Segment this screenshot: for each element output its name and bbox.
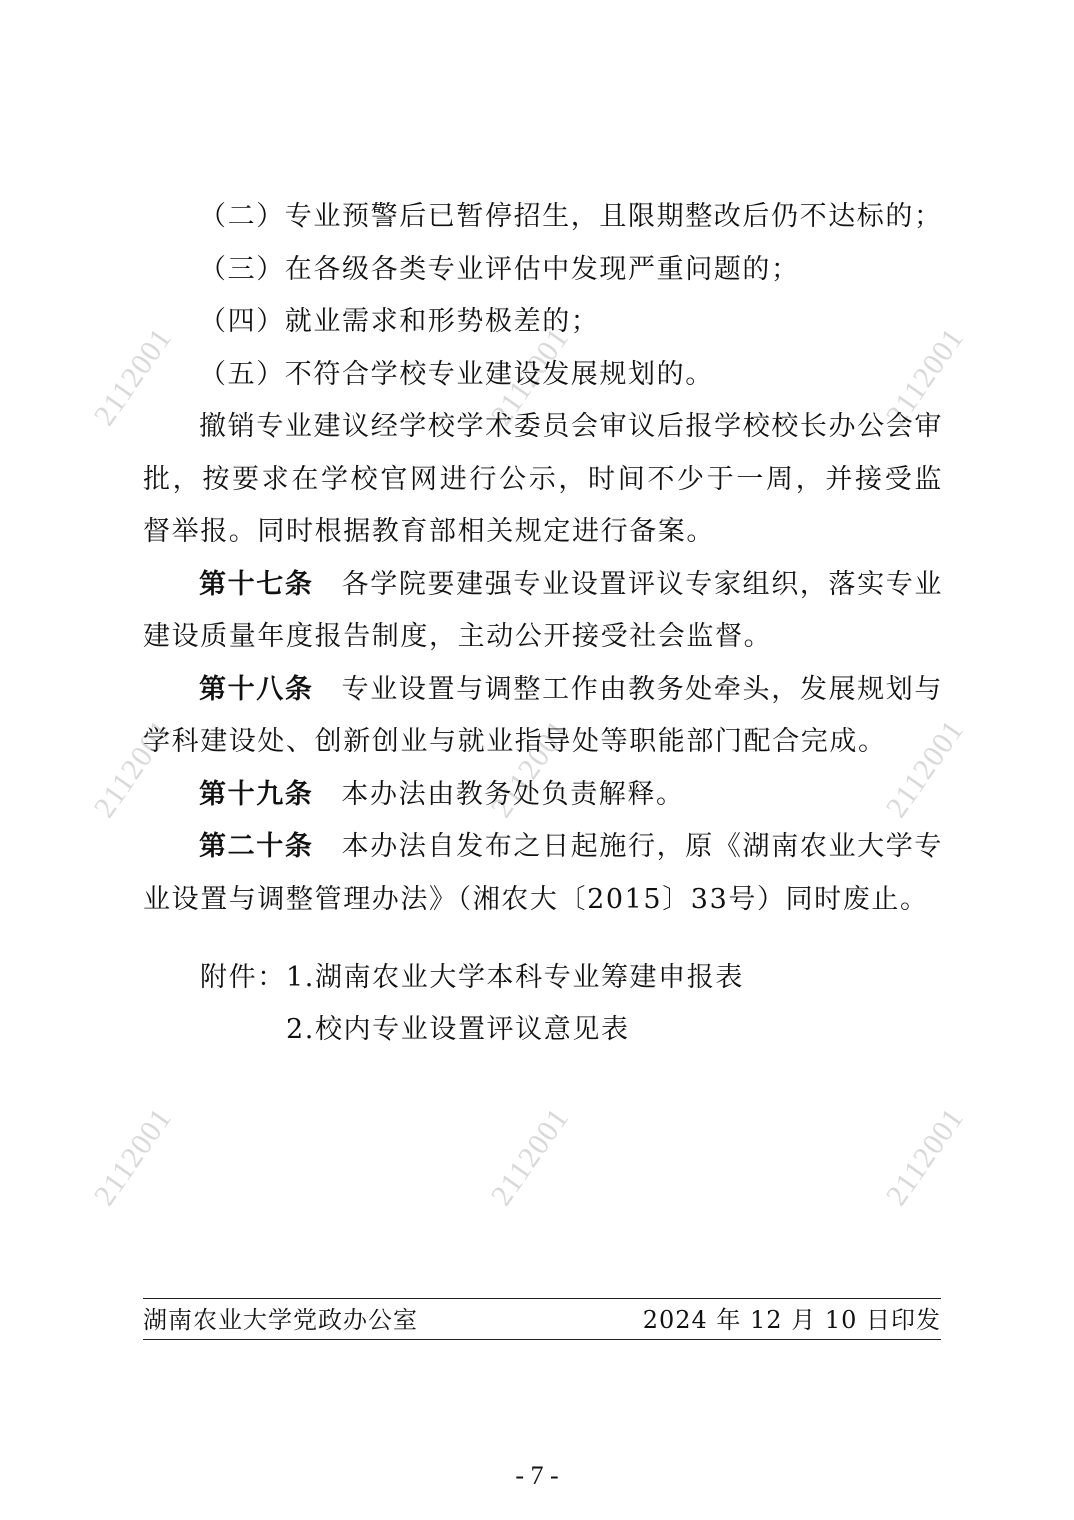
list-item: （四）就业需求和形势极差的；: [199, 306, 600, 337]
article-18: [143, 664, 943, 769]
list-item: （二）专业预警后已暂停招生，且限期整改后仍不达标的；: [199, 201, 943, 232]
article-text: 本办法自发布之日起施行，原《湖南农业大学专业设置与调整管理办法》（湘农大〔2015〕33号）同时废止。: [143, 831, 943, 915]
article-number: 第二十条: [199, 831, 314, 862]
watermark: 2112001: [879, 321, 971, 432]
attachment-item: [200, 952, 744, 1004]
watermark: 2112001: [879, 713, 971, 824]
watermark: 2112001: [484, 713, 576, 824]
article-number: 第十九条: [199, 778, 314, 810]
issuer: 湖南农业大学党政办公室: [143, 1306, 418, 1334]
issue-date: 2024 年 12 月 10 日印发: [642, 1306, 941, 1334]
article-text: 专业设置与调整工作由教务处牵头，发展规划与学科建设处、创新创业与就业指导处等职能部门配合完成。: [143, 673, 943, 757]
body-paragraph: 撤销专业建议经学校学术委员会审议后报学校校长办公会审批，按要求在学校官网进行公示，时间不少于一周，并接受监督举报。同时根据教育部相关规定进行备案。: [143, 411, 943, 547]
document-body: [143, 191, 943, 926]
watermark: 2112001: [87, 713, 179, 824]
attachment-title: 1.湖南农业大学本科专业筹建申报表: [286, 962, 744, 993]
article-17: [143, 559, 943, 664]
article-19: [143, 769, 943, 822]
footer-bottom-rule: [143, 1339, 941, 1340]
attachment-title: 2.校内专业设置评议意见表: [286, 1014, 630, 1045]
footer: [143, 1304, 941, 1336]
watermark: 2112001: [879, 1101, 971, 1212]
article-text: 各学院要建强专业设置评议专家组织，落实专业建设质量年度报告制度，主动公开接受社会监督。: [143, 568, 943, 652]
list-item: （五）不符合学校专业建设发展规划的。: [199, 358, 714, 390]
footer-top-rule: [143, 1298, 941, 1299]
page-number: - 7 -: [515, 1461, 559, 1490]
list-item: （三）在各级各类专业评估中发现严重问题的；: [199, 253, 800, 285]
article-text: 本办法由教务处负责解释。: [341, 778, 685, 810]
attachments-label: 附件：: [200, 962, 286, 993]
article-number: 第十八条: [199, 673, 314, 705]
article-20: [143, 821, 943, 926]
watermark: 2112001: [484, 321, 576, 432]
article-number: 第十七条: [199, 568, 314, 600]
watermark: 2112001: [87, 1101, 179, 1212]
watermark: 2112001: [484, 1101, 576, 1212]
watermark: 2112001: [87, 321, 179, 432]
attachment-item: [200, 1004, 744, 1056]
attachments: [200, 952, 744, 1056]
